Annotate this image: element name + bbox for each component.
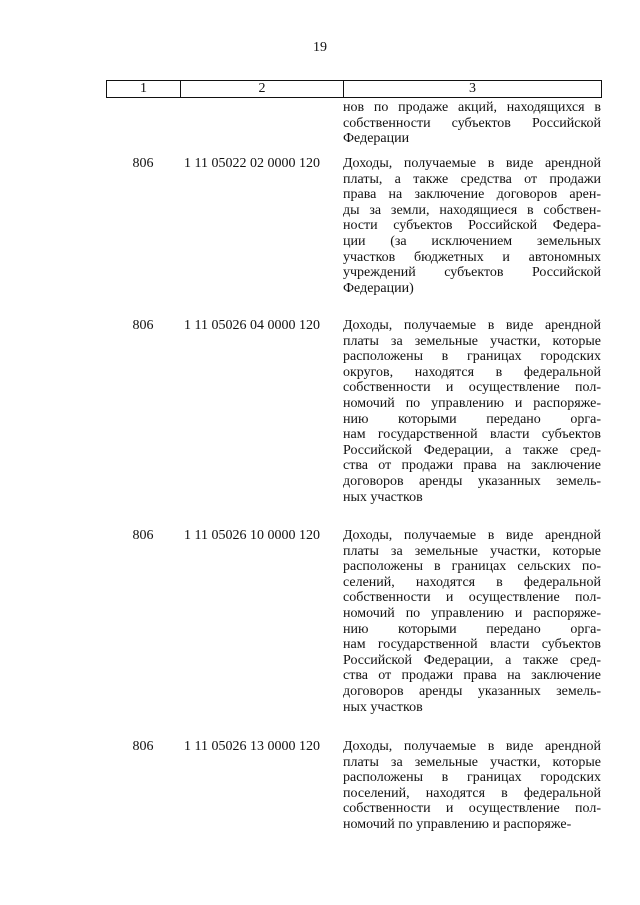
description-line: договоров аренды указанных земель- [343, 683, 601, 699]
description-line: ства от продажи права на заключение [343, 458, 601, 474]
description-line: нов по продаже акций, находящихся в [343, 100, 601, 115]
description-line: права на заключение договоров арен- [343, 187, 601, 203]
table-row [106, 100, 601, 147]
description-line: номочий по управлению и распоряже- [343, 605, 601, 621]
description-line: нам государственной власти субъектов [343, 427, 601, 443]
description-line: платы за земельные участки, которые [343, 543, 601, 559]
table-row [106, 318, 601, 505]
description-line: собственности и осуществление пол- [343, 380, 601, 396]
description-line: учреждений субъектов Российской [343, 265, 601, 281]
admin-code: 806 [132, 156, 154, 171]
admin-code [106, 100, 180, 147]
description-line: собственности и осуществление пол- [343, 801, 601, 817]
description-line: Доходы, получаемые в виде арендной [343, 318, 601, 333]
description-line: расположены в границах городских [343, 770, 601, 786]
description-line: селений, находятся в федеральной [343, 574, 601, 590]
description-line: ции (за исключением земельных [343, 233, 601, 249]
description-line: ных участков [343, 699, 423, 715]
description-line: собственности субъектов Российской [343, 115, 601, 131]
description-line: поселений, находятся в федеральной [343, 785, 601, 801]
description-line: ды за земли, находящиеся в собствен- [343, 202, 601, 218]
description-line: Доходы, получаемые в виде арендной [343, 528, 601, 543]
description-line: платы за земельные участки, которые [343, 333, 601, 349]
description-line: нам государственной власти субъектов [343, 637, 601, 653]
description-line: нию которыми передано орга- [343, 621, 601, 637]
description-line: расположены в границах сельских по- [343, 559, 601, 575]
description-line: Российской Федерации, а также сред- [343, 442, 601, 458]
column-header-1: 1 [107, 81, 181, 98]
income-code: 1 11 05026 10 0000 120 [184, 528, 320, 543]
description-line: Доходы, получаемые в виде арендной [343, 739, 601, 754]
description-line: договоров аренды указанных земель- [343, 473, 601, 489]
description-line: платы за земельные участки, которые [343, 754, 601, 770]
description-line: Российской Федерации, а также сред- [343, 652, 601, 668]
income-description [343, 100, 601, 147]
table-row [106, 156, 601, 296]
description-line: расположены в границах городских [343, 349, 601, 365]
description-line: нию которыми передано орга- [343, 411, 601, 427]
description-line: округов, находятся в федеральной [343, 364, 601, 380]
description-line: Доходы, получаемые в виде арендной [343, 156, 601, 171]
admin-code: 806 [132, 318, 154, 333]
column-header-row [107, 81, 602, 98]
description-line: Федерации) [343, 280, 414, 296]
description-line: собственности и осуществление пол- [343, 590, 601, 606]
income-description [343, 318, 601, 505]
description-line: номочий по управлению и распоряже- [343, 816, 572, 832]
description-line: ных участков [343, 489, 423, 505]
description-line: ности субъектов Российской Федера- [343, 218, 601, 234]
column-header-2: 2 [181, 81, 344, 98]
income-code [180, 100, 343, 147]
income-code: 1 11 05022 02 0000 120 [184, 156, 320, 171]
income-description [343, 156, 601, 296]
column-header-table [106, 80, 602, 98]
description-line: ства от продажи права на заключение [343, 668, 601, 684]
admin-code: 806 [132, 739, 154, 754]
income-description [343, 739, 601, 833]
description-line: участков бюджетных и автономных [343, 249, 601, 265]
table-row [106, 739, 601, 833]
page-number: 19 [313, 40, 327, 55]
description-line: Федерации [343, 131, 410, 147]
description-line: номочий по управлению и распоряже- [343, 395, 601, 411]
income-code: 1 11 05026 04 0000 120 [184, 318, 320, 333]
income-code: 1 11 05026 13 0000 120 [184, 739, 320, 754]
income-description [343, 528, 601, 715]
column-header-3: 3 [344, 81, 602, 98]
admin-code: 806 [132, 528, 154, 543]
description-line: платы, а также средства от продажи [343, 171, 601, 187]
table-row [106, 528, 601, 715]
